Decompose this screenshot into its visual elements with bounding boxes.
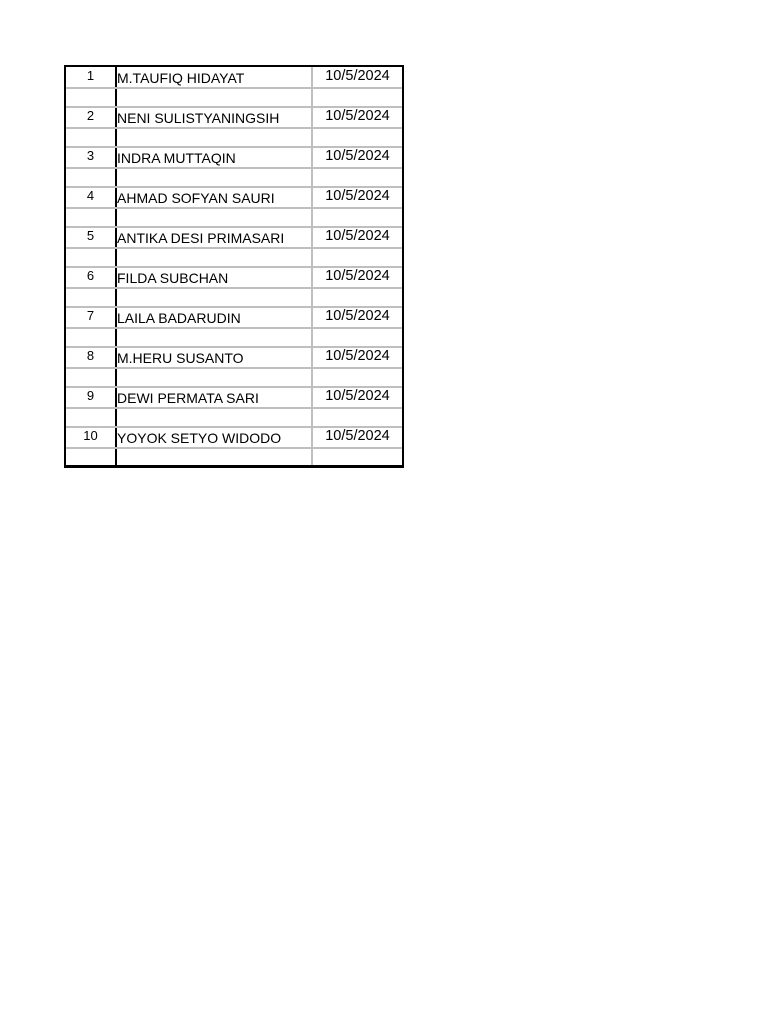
row-divider xyxy=(66,167,402,169)
row-name: YOYOK SETYO WIDODO xyxy=(117,430,282,446)
row-number: 1 xyxy=(86,68,95,83)
row-number: 5 xyxy=(86,228,95,243)
table-row xyxy=(66,267,402,307)
row-divider xyxy=(66,287,402,289)
row-divider xyxy=(66,367,402,369)
table-row xyxy=(66,387,402,427)
row-date: 10/5/2024 xyxy=(325,428,390,444)
row-number: 6 xyxy=(86,268,95,283)
row-number: 3 xyxy=(86,148,95,163)
row-divider xyxy=(66,447,402,449)
table-row xyxy=(66,427,402,467)
row-date: 10/5/2024 xyxy=(325,108,390,124)
row-divider xyxy=(66,247,402,249)
row-divider xyxy=(66,207,402,209)
row-number: 8 xyxy=(86,348,95,363)
row-name: ANTIKA DESI PRIMASARI xyxy=(117,230,285,246)
row-name: DEWI PERMATA SARI xyxy=(117,390,259,406)
row-date: 10/5/2024 xyxy=(325,68,390,84)
row-number: 4 xyxy=(86,188,95,203)
row-date: 10/5/2024 xyxy=(325,228,390,244)
row-name: M.TAUFIQ HIDAYAT xyxy=(117,70,245,86)
row-name: M.HERU SUSANTO xyxy=(117,350,244,366)
row-number: 10 xyxy=(83,428,98,443)
row-divider xyxy=(66,327,402,329)
row-divider xyxy=(66,127,402,129)
table-row xyxy=(66,307,402,347)
row-date: 10/5/2024 xyxy=(325,268,390,284)
table-row xyxy=(66,187,402,227)
table-row xyxy=(66,347,402,387)
row-number: 2 xyxy=(86,108,95,123)
row-name: NENI SULISTYANINGSIH xyxy=(117,110,280,126)
row-date: 10/5/2024 xyxy=(325,348,390,364)
row-divider xyxy=(66,87,402,89)
row-date: 10/5/2024 xyxy=(325,308,390,324)
row-name: INDRA MUTTAQIN xyxy=(117,150,236,166)
row-date: 10/5/2024 xyxy=(325,148,390,164)
row-number: 7 xyxy=(86,308,95,323)
table-row xyxy=(66,67,402,107)
row-name: AHMAD SOFYAN SAURI xyxy=(117,190,275,206)
table-row xyxy=(66,147,402,187)
row-divider xyxy=(66,407,402,409)
table-row xyxy=(66,107,402,147)
row-name: LAILA BADARUDIN xyxy=(117,310,241,326)
attendance-table xyxy=(64,65,404,468)
row-name: FILDA SUBCHAN xyxy=(117,270,229,286)
row-number: 9 xyxy=(86,388,95,403)
row-date: 10/5/2024 xyxy=(325,188,390,204)
table-row xyxy=(66,227,402,267)
row-date: 10/5/2024 xyxy=(325,388,390,404)
